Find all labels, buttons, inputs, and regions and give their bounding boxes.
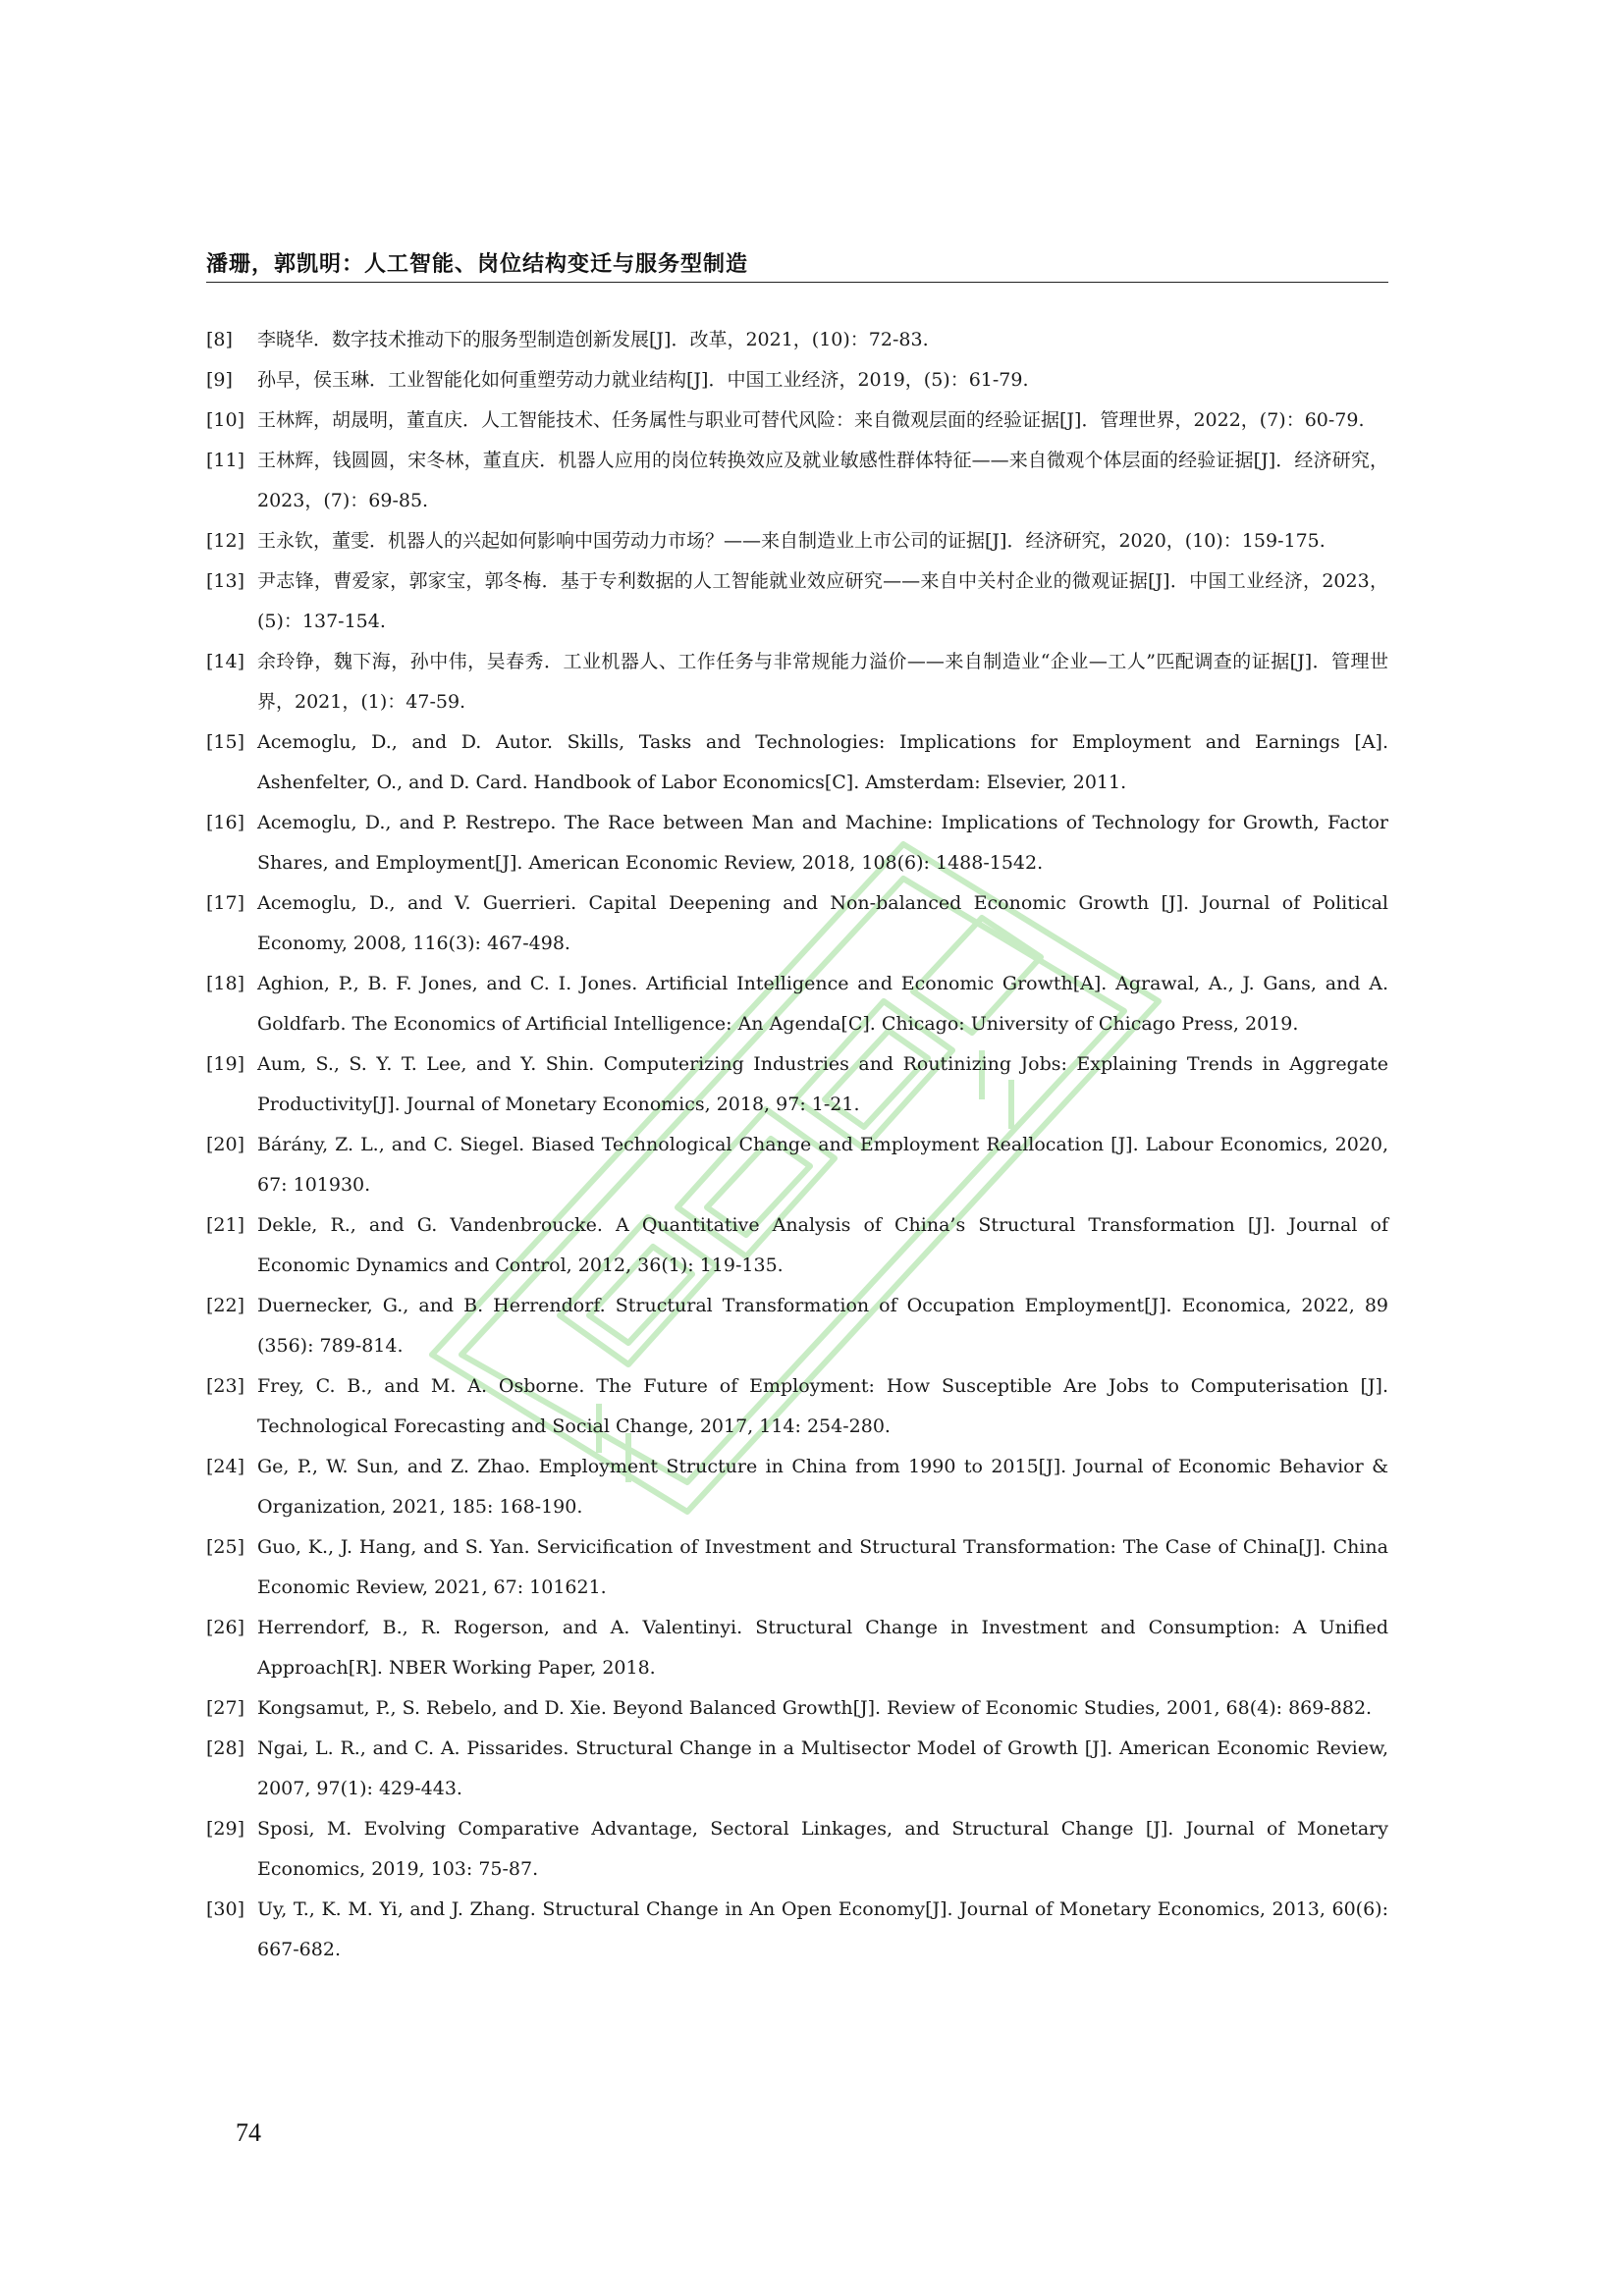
reference-number: [9] xyxy=(206,369,233,391)
reference-item xyxy=(206,441,1388,521)
reference-item xyxy=(206,1890,1388,1970)
running-header: 潘珊，郭凯明：人工智能、岗位结构变迁与服务型制造 xyxy=(206,252,749,277)
reference-text: Acemoglu, D., and P. Restrepo. The Race between Man and Machine: Implications of Technology for Growth, Factor Shares, and Employment[J]. American Economic Review, 2018, 108(6): 1488-1542. xyxy=(257,812,1388,874)
reference-item xyxy=(206,320,1388,360)
reference-text: 余玲铮，魏下海，孙中伟，吴春秀．工业机器人、工作任务与非常规能力溢价——来自制造业“企业—工人”匹配调查的证据[J]．管理世界，2021，(1)：47-59. xyxy=(257,651,1388,713)
reference-list xyxy=(206,320,1388,1970)
reference-item xyxy=(206,722,1388,803)
reference-text: 王林辉，胡晟明，董直庆．人工智能技术、任务属性与职业可替代风险：来自微观层面的经验证据[J]．管理世界，2022，(7)：60-79. xyxy=(257,409,1365,431)
reference-number: [25] xyxy=(206,1536,245,1558)
reference-item xyxy=(206,1125,1388,1205)
reference-number: [28] xyxy=(206,1737,245,1759)
reference-item xyxy=(206,1688,1388,1729)
reference-text: Ngai, L. R., and C. A. Pissarides. Structural Change in a Multisector Model of Growth [J]. American Economic Review, 2007, 97(1): 429-443. xyxy=(257,1737,1388,1799)
page-number: 74 xyxy=(236,2118,261,2147)
reference-item xyxy=(206,1366,1388,1447)
reference-number: [23] xyxy=(206,1375,245,1397)
reference-number: [30] xyxy=(206,1898,245,1920)
reference-item xyxy=(206,1729,1388,1809)
reference-number: [18] xyxy=(206,973,245,994)
reference-item xyxy=(206,400,1388,441)
reference-text: Duernecker, G., and B. Herrendorf. Structural Transformation of Occupation Employment[J]. Economica, 2022, 89 (356): 789-814. xyxy=(257,1295,1388,1357)
reference-text: Bárány, Z. L., and C. Siegel. Biased Technological Change and Employment Reallocation [J]. Labour Economics, 2020, 67: 101930. xyxy=(257,1134,1388,1196)
reference-text: Ge, P., W. Sun, and Z. Zhao. Employment Structure in China from 1990 to 2015[J]. Journal of Economic Behavior & Organization, 2021, 185: 168-190. xyxy=(257,1456,1388,1518)
reference-number: [27] xyxy=(206,1697,245,1719)
reference-item xyxy=(206,1205,1388,1286)
reference-item xyxy=(206,561,1388,642)
reference-text: Kongsamut, P., S. Rebelo, and D. Xie. Beyond Balanced Growth[J]. Review of Economic Studies, 2001, 68(4): 869-882. xyxy=(257,1697,1373,1719)
reference-number: [14] xyxy=(206,651,245,672)
reference-text: 王永钦，董雯．机器人的兴起如何影响中国劳动力市场？——来自制造业上市公司的证据[J]．经济研究，2020，(10)：159-175. xyxy=(257,530,1326,552)
header-rule xyxy=(206,282,1388,283)
reference-item xyxy=(206,1447,1388,1527)
reference-text: Aum, S., S. Y. T. Lee, and Y. Shin. Computerizing Industries and Routinizing Jobs: Explaining Trends in Aggregate Productivity[J]. Journal of Monetary Economics, 2018, 97: 1-21. xyxy=(257,1053,1388,1115)
reference-text: Aghion, P., B. F. Jones, and C. I. Jones. Artificial Intelligence and Economic Growth[A]. Agrawal, A., J. Gans, and A. Goldfarb. The Economics of Artificial Intelligence: An Agenda[C]. Chicago: University of Chicago Press, 2019. xyxy=(257,973,1388,1035)
reference-item xyxy=(206,1286,1388,1366)
reference-number: [15] xyxy=(206,731,245,753)
reference-number: [24] xyxy=(206,1456,245,1477)
reference-item xyxy=(206,803,1388,883)
reference-number: [22] xyxy=(206,1295,245,1316)
reference-number: [21] xyxy=(206,1214,245,1236)
reference-item xyxy=(206,883,1388,964)
reference-text: 孙早，侯玉琳．工业智能化如何重塑劳动力就业结构[J]．中国工业经济，2019，(5)：61-79. xyxy=(257,369,1029,391)
reference-text: Acemoglu, D., and D. Autor. Skills, Tasks and Technologies: Implications for Employment and Earnings [A]. Ashenfelter, O., and D. Card. Handbook of Labor Economics[C]. Amsterdam: Elsevier, 2011. xyxy=(257,731,1388,793)
reference-number: [26] xyxy=(206,1617,245,1638)
reference-text: 王林辉，钱圆圆，宋冬林，董直庆．机器人应用的岗位转换效应及就业敏感性群体特征——来自微观个体层面的经验证据[J]．经济研究，2023，(7)：69-85. xyxy=(257,450,1388,511)
reference-text: Frey, C. B., and M. A. Osborne. The Future of Employment: How Susceptible Are Jobs to Computerisation [J]. Technological Forecasting and Social Change, 2017, 114: 254-280. xyxy=(257,1375,1388,1437)
reference-item xyxy=(206,1608,1388,1688)
reference-item xyxy=(206,360,1388,400)
reference-number: [12] xyxy=(206,530,245,552)
reference-item xyxy=(206,521,1388,561)
reference-text: Uy, T., K. M. Yi, and J. Zhang. Structural Change in An Open Economy[J]. Journal of Monetary Economics, 2013, 60(6): 667-682. xyxy=(257,1898,1388,1960)
reference-number: [11] xyxy=(206,450,245,471)
reference-item xyxy=(206,1044,1388,1125)
reference-text: Guo, K., J. Hang, and S. Yan. Servicification of Investment and Structural Transformation: The Case of China[J]. China Economic Review, 2021, 67: 101621. xyxy=(257,1536,1388,1598)
reference-text: Herrendorf, B., R. Rogerson, and A. Valentinyi. Structural Change in Investment and Consumption: A Unified Approach[R]. NBER Working Paper, 2018. xyxy=(257,1617,1388,1679)
reference-number: [10] xyxy=(206,409,245,431)
reference-text: 尹志锋，曹爱家，郭家宝，郭冬梅．基于专利数据的人工智能就业效应研究——来自中关村企业的微观证据[J]．中国工业经济，2023，(5)：137-154. xyxy=(257,570,1388,632)
reference-number: [17] xyxy=(206,892,245,914)
reference-text: Sposi, M. Evolving Comparative Advantage, Sectoral Linkages, and Structural Change [J]. Journal of Monetary Economics, 2019, 103: 75-87. xyxy=(257,1818,1388,1880)
reference-item xyxy=(206,964,1388,1044)
reference-number: [13] xyxy=(206,570,245,592)
reference-number: [20] xyxy=(206,1134,245,1155)
reference-item xyxy=(206,642,1388,722)
reference-item xyxy=(206,1527,1388,1608)
reference-number: [29] xyxy=(206,1818,245,1840)
reference-text: Dekle, R., and G. Vandenbroucke. A Quantitative Analysis of China’s Structural Transformation [J]. Journal of Economic Dynamics and Control, 2012, 36(1): 119-135. xyxy=(257,1214,1388,1276)
reference-number: [19] xyxy=(206,1053,245,1075)
reference-item xyxy=(206,1809,1388,1890)
reference-number: [16] xyxy=(206,812,245,833)
reference-number: [8] xyxy=(206,329,233,350)
reference-text: Acemoglu, D., and V. Guerrieri. Capital Deepening and Non-balanced Economic Growth [J]. Journal of Political Economy, 2008, 116(3): 467-498. xyxy=(257,892,1388,954)
reference-text: 李晓华．数字技术推动下的服务型制造创新发展[J]．改革，2021，(10)：72-83. xyxy=(257,329,929,350)
